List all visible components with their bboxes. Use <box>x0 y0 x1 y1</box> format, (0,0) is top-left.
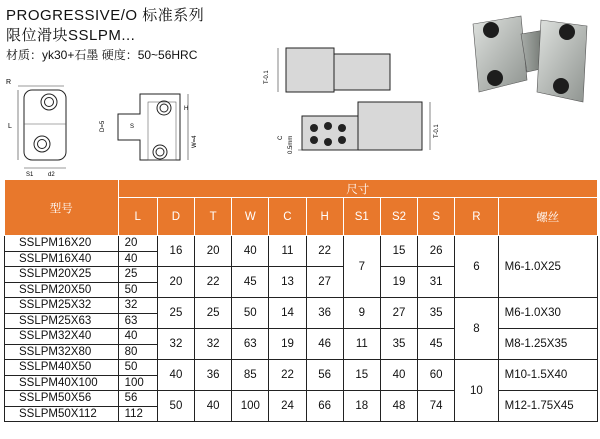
product-photo <box>455 6 595 111</box>
table-row <box>5 391 598 407</box>
t-cell: 40 <box>195 391 232 422</box>
label-r: R <box>6 79 12 86</box>
t-cell: 32 <box>195 329 232 360</box>
label-l: L <box>8 123 12 130</box>
screw-cell: M6-1.0X25 <box>498 236 597 298</box>
col-header-s: S <box>418 198 455 236</box>
table-row <box>5 329 598 345</box>
s-cell: 35 <box>418 298 455 329</box>
screw-cell: M10-1.5X40 <box>498 360 597 391</box>
model-cell: SSLPM40X50 <box>5 360 119 376</box>
c-cell: 13 <box>269 267 306 298</box>
l-cell: 50 <box>118 360 157 376</box>
header-model: 型号 <box>5 180 119 236</box>
col-header-s2: S2 <box>380 198 417 236</box>
model-cell: SSLPM32X40 <box>5 329 119 345</box>
side-view-drawing <box>80 88 198 178</box>
t-cell: 22 <box>195 267 232 298</box>
s1-cell: 18 <box>343 391 380 422</box>
c-cell: 19 <box>269 329 306 360</box>
label-05mm: 0.5mm <box>288 135 294 154</box>
l-cell: 80 <box>118 344 157 360</box>
col-header-l: L <box>118 198 157 236</box>
l-cell: 63 <box>118 313 157 329</box>
h-cell: 46 <box>306 329 343 360</box>
d-cell: 32 <box>157 329 194 360</box>
s2-cell: 27 <box>380 298 417 329</box>
col-header-s1: S1 <box>343 198 380 236</box>
front-view-drawing <box>4 72 74 176</box>
w-cell: 45 <box>232 267 269 298</box>
l-cell: 20 <box>118 236 157 252</box>
model-cell: SSLPM32X80 <box>5 344 119 360</box>
header-dimensions: 尺寸 <box>118 180 597 198</box>
c-cell: 11 <box>269 236 306 267</box>
col-header-h: H <box>306 198 343 236</box>
l-cell: 100 <box>118 375 157 391</box>
d-cell: 50 <box>157 391 194 422</box>
col-header-screw: 螺丝 <box>498 198 597 236</box>
label-w4: W=4 <box>192 135 198 148</box>
screw-cell: M8-1.25X35 <box>498 329 597 360</box>
s1-cell: 9 <box>343 298 380 329</box>
s-cell: 45 <box>418 329 455 360</box>
l-cell: 32 <box>118 298 157 314</box>
model-cell: SSLPM25X32 <box>5 298 119 314</box>
col-header-d: D <box>157 198 194 236</box>
s2-cell: 19 <box>380 267 417 298</box>
model-cell: SSLPM20X25 <box>5 267 119 283</box>
t-cell: 20 <box>195 236 232 267</box>
material-spec: 材质：yk30+石墨 硬度：50~56HRC <box>6 48 198 62</box>
s-cell: 31 <box>418 267 455 298</box>
model-cell: SSLPM50X112 <box>5 406 119 422</box>
col-header-w: W <box>232 198 269 236</box>
model-cell: SSLPM25X63 <box>5 313 119 329</box>
h-cell: 22 <box>306 236 343 267</box>
d-cell: 40 <box>157 360 194 391</box>
c-cell: 22 <box>269 360 306 391</box>
w-cell: 100 <box>232 391 269 422</box>
s2-cell: 35 <box>380 329 417 360</box>
label-assembly-t: T-0.1 <box>434 124 440 138</box>
w-cell: 63 <box>232 329 269 360</box>
label-c: C <box>278 135 284 140</box>
t-cell: 36 <box>195 360 232 391</box>
s-cell: 26 <box>418 236 455 267</box>
h-cell: 36 <box>306 298 343 329</box>
table-row <box>5 360 598 376</box>
l-cell: 56 <box>118 391 157 407</box>
s2-cell: 15 <box>380 236 417 267</box>
s1-cell: 7 <box>343 236 380 298</box>
col-header-c: C <box>269 198 306 236</box>
s1-cell: 11 <box>343 329 380 360</box>
col-header-t: T <box>195 198 232 236</box>
table-row <box>5 236 598 252</box>
s1-cell: 15 <box>343 360 380 391</box>
label-top-t: T-0.1 <box>264 70 270 84</box>
r-cell: 10 <box>455 360 498 422</box>
t-cell: 25 <box>195 298 232 329</box>
w-cell: 50 <box>232 298 269 329</box>
top-view-drawing <box>256 40 396 100</box>
h-cell: 56 <box>306 360 343 391</box>
c-cell: 14 <box>269 298 306 329</box>
c-cell: 24 <box>269 391 306 422</box>
label-s: S <box>130 124 135 130</box>
label-h: H <box>184 106 189 112</box>
r-cell: 8 <box>455 298 498 360</box>
label-s1: S1 <box>26 172 34 176</box>
h-cell: 66 <box>306 391 343 422</box>
label-d5: D=5 <box>100 120 106 132</box>
w-cell: 40 <box>232 236 269 267</box>
model-cell: SSLPM50X56 <box>5 391 119 407</box>
screw-cell: M6-1.0X30 <box>498 298 597 329</box>
d-cell: 16 <box>157 236 194 267</box>
model-cell: SSLPM16X40 <box>5 251 119 267</box>
l-cell: 40 <box>118 251 157 267</box>
col-header-r: R <box>455 198 498 236</box>
d-cell: 20 <box>157 267 194 298</box>
l-cell: 25 <box>118 267 157 283</box>
l-cell: 40 <box>118 329 157 345</box>
s-cell: 74 <box>418 391 455 422</box>
model-cell: SSLPM40X100 <box>5 375 119 391</box>
s2-cell: 40 <box>380 360 417 391</box>
product-name: 限位滑块SSLPM... <box>6 27 136 44</box>
l-cell: 50 <box>118 282 157 298</box>
l-cell: 112 <box>118 406 157 422</box>
r-cell: 6 <box>455 236 498 298</box>
assembly-drawing <box>258 98 440 160</box>
w-cell: 85 <box>232 360 269 391</box>
s-cell: 60 <box>418 360 455 391</box>
s2-cell: 48 <box>380 391 417 422</box>
h-cell: 27 <box>306 267 343 298</box>
product-series-title: PROGRESSIVE/O 标准系列 <box>6 7 205 24</box>
table-row <box>5 298 598 314</box>
model-cell: SSLPM20X50 <box>5 282 119 298</box>
d-cell: 25 <box>157 298 194 329</box>
label-d2: d2 <box>48 172 55 176</box>
spec-table <box>4 179 598 422</box>
screw-cell: M12-1.75X45 <box>498 391 597 422</box>
model-cell: SSLPM16X20 <box>5 236 119 252</box>
